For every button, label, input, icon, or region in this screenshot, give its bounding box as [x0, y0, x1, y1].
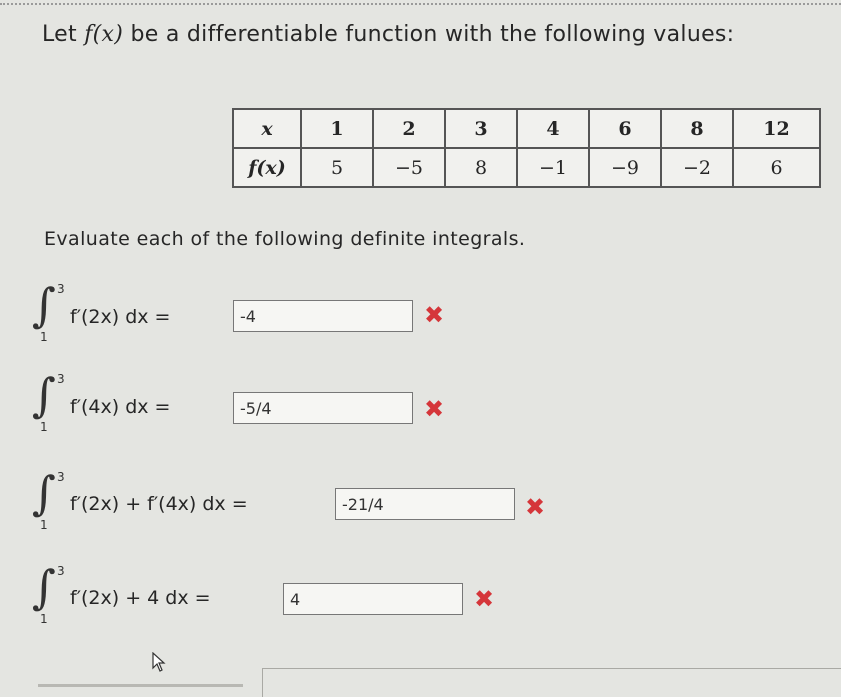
- x-row: [233, 109, 820, 148]
- x-mark-icon: ✖: [424, 301, 445, 329]
- integrand: f′(4x) dx =: [70, 396, 171, 418]
- integral-sign-icon: ∫: [32, 368, 56, 422]
- answer-field[interactable]: [283, 583, 463, 615]
- x-mark-icon: ✖: [424, 395, 445, 423]
- x-value: 2: [373, 109, 445, 148]
- x-value: 3: [445, 109, 517, 148]
- x-header: x: [233, 109, 301, 148]
- integrand: f′(2x) + f′(4x) dx =: [70, 493, 248, 515]
- answer-input[interactable]: [240, 393, 412, 423]
- fx-header: f(x): [233, 148, 301, 187]
- x-value: 4: [517, 109, 589, 148]
- upper-limit: 3: [57, 282, 65, 296]
- values-table: [232, 108, 821, 188]
- x-value: 6: [589, 109, 661, 148]
- lower-limit: 1: [40, 612, 48, 626]
- lower-limit: 1: [40, 420, 48, 434]
- x-value: 12: [733, 109, 820, 148]
- intro-pre: Let: [42, 22, 85, 47]
- fx-value: −1: [517, 148, 589, 187]
- answer-input[interactable]: [290, 584, 462, 614]
- answer-field[interactable]: [233, 300, 413, 332]
- top-dotted-divider: [0, 3, 841, 5]
- fx-value: −9: [589, 148, 661, 187]
- integral-sign-icon: ∫: [32, 560, 56, 614]
- upper-limit: 3: [57, 564, 65, 578]
- answer-field[interactable]: [233, 392, 413, 424]
- integral-sign-icon: ∫: [32, 466, 56, 520]
- mouse-cursor-icon: [152, 652, 166, 672]
- fx-row: [233, 148, 820, 187]
- bottom-divider: [38, 684, 243, 687]
- fx-value: 6: [733, 148, 820, 187]
- intro-text: [42, 22, 734, 47]
- fx-value: 5: [301, 148, 373, 187]
- integral-sign-icon: ∫: [32, 278, 56, 332]
- answer-input[interactable]: [342, 489, 514, 519]
- x-mark-icon: ✖: [525, 493, 546, 521]
- lower-limit: 1: [40, 518, 48, 532]
- fx-value: −5: [373, 148, 445, 187]
- x-value: 8: [661, 109, 733, 148]
- integrand: f′(2x) + 4 dx =: [70, 587, 211, 609]
- fx-value: −2: [661, 148, 733, 187]
- intro-function: f(x): [84, 22, 124, 47]
- instructions: Evaluate each of the following definite integrals.: [44, 228, 526, 250]
- x-mark-icon: ✖: [474, 585, 495, 613]
- upper-limit: 3: [57, 372, 65, 386]
- next-section-box: [262, 668, 841, 697]
- x-value: 1: [301, 109, 373, 148]
- answer-input[interactable]: [240, 301, 412, 331]
- answer-field[interactable]: [335, 488, 515, 520]
- intro-post: be a differentiable function with the following values:: [123, 22, 735, 47]
- upper-limit: 3: [57, 470, 65, 484]
- lower-limit: 1: [40, 330, 48, 344]
- integrand: f′(2x) dx =: [70, 306, 171, 328]
- fx-value: 8: [445, 148, 517, 187]
